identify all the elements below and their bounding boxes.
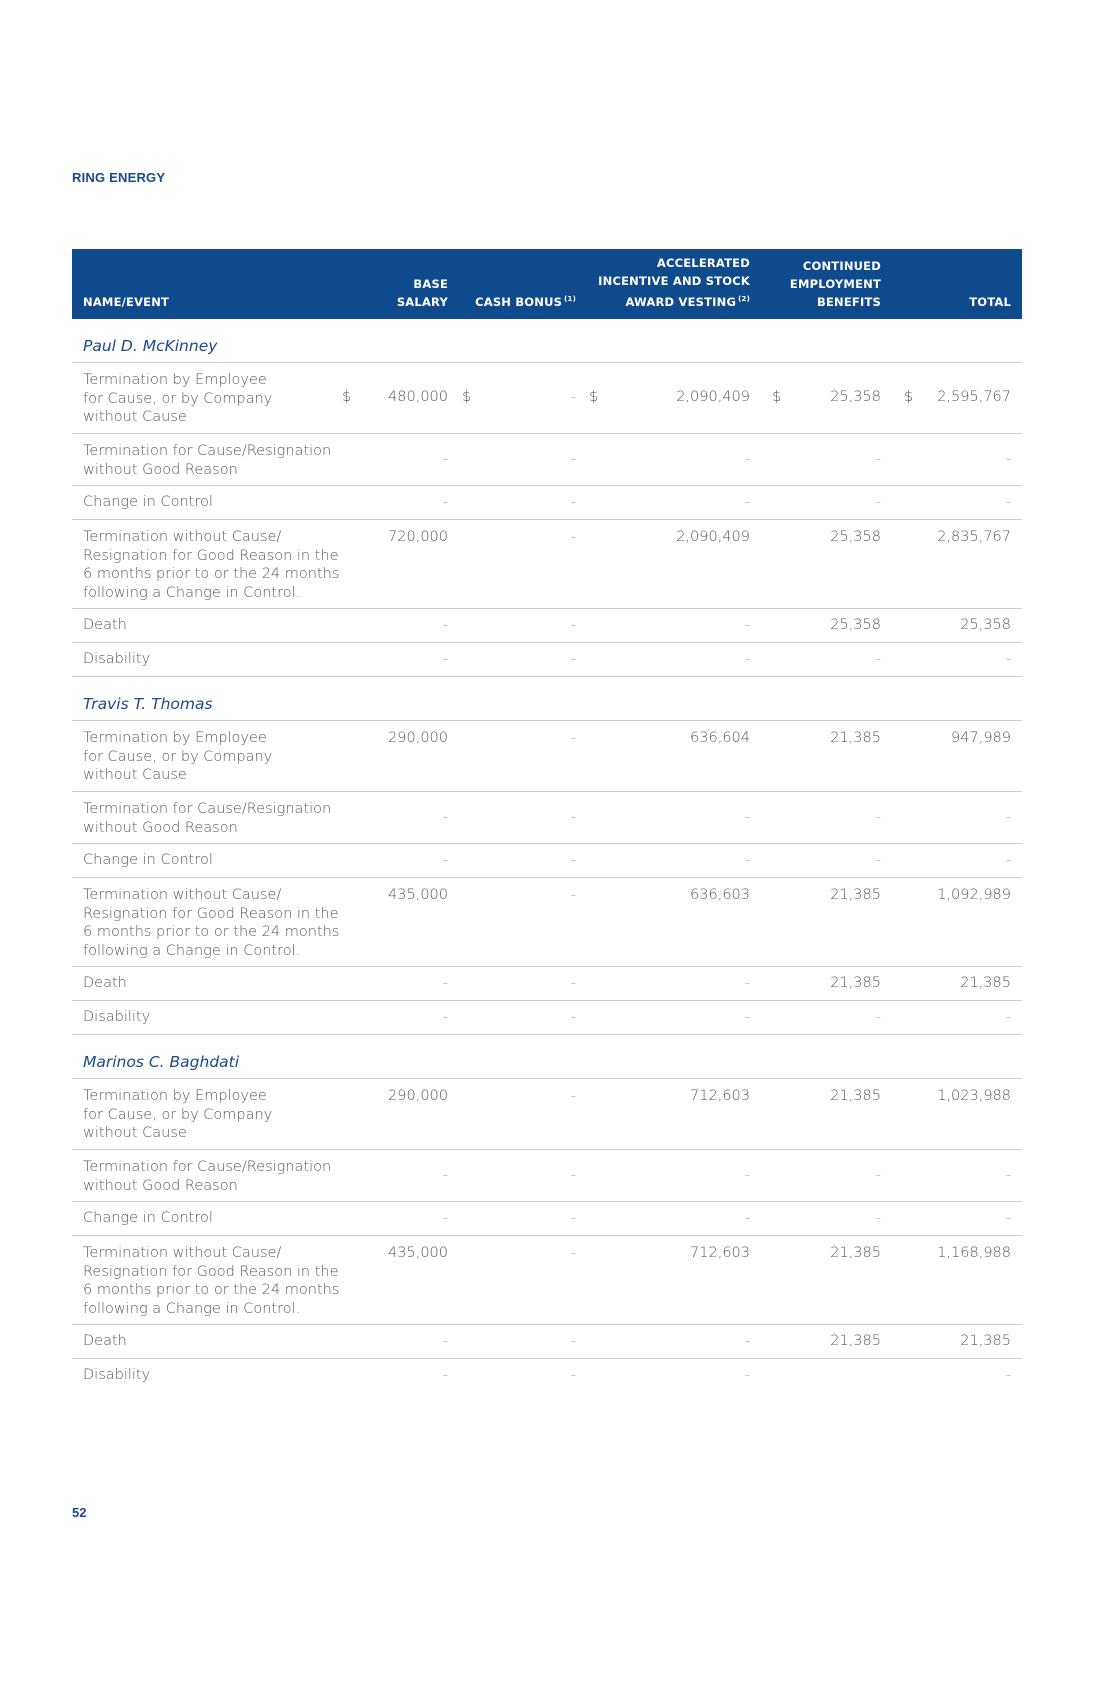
total-cell: 21,385 bbox=[960, 1333, 1011, 1349]
event-label: Death bbox=[83, 617, 127, 633]
total-cell: 1,023,988 bbox=[937, 1088, 1011, 1104]
event-label: Death bbox=[83, 975, 127, 991]
table-row bbox=[72, 520, 1022, 609]
event-label: Termination without Cause/ Resignation for Good Reason in the 6 months prior to or the 24 months following a Change in Control. bbox=[83, 887, 340, 959]
cash-bonus-cell: - bbox=[570, 651, 576, 667]
continued-benefits-cell: 25,358 bbox=[830, 529, 881, 545]
total-cell: - bbox=[1005, 852, 1011, 868]
cash-bonus-cell: - bbox=[570, 1245, 576, 1261]
event-label: Death bbox=[83, 1333, 127, 1349]
event-label: Disability bbox=[83, 1009, 151, 1025]
base-salary-cell: - bbox=[442, 1166, 448, 1183]
cash-bonus-cell: - bbox=[570, 975, 576, 991]
cash-bonus-cell: - bbox=[570, 808, 576, 825]
total-cell: 25,358 bbox=[960, 617, 1011, 633]
page-number: 52 bbox=[72, 1505, 87, 1520]
currency-symbol: $ bbox=[904, 389, 914, 405]
base-salary-cell: - bbox=[442, 975, 448, 991]
event-label: Change in Control bbox=[83, 494, 213, 510]
total-cell: 947,989 bbox=[951, 730, 1011, 746]
table-row bbox=[72, 434, 1022, 486]
person-name: Travis T. Thomas bbox=[83, 695, 213, 713]
base-salary-cell: - bbox=[442, 450, 448, 467]
header-total: TOTAL bbox=[969, 295, 1011, 309]
accelerated-vesting-cell: - bbox=[744, 450, 750, 467]
accelerated-vesting-cell: 2,090,409 bbox=[676, 529, 750, 545]
accelerated-vesting-cell: - bbox=[744, 1210, 750, 1226]
table-row bbox=[72, 1079, 1022, 1150]
total-cell: - bbox=[1005, 1166, 1011, 1183]
table-row bbox=[72, 878, 1022, 967]
base-salary-cell: - bbox=[442, 1210, 448, 1226]
accelerated-vesting-cell: - bbox=[744, 852, 750, 868]
accelerated-vesting-cell: 712,603 bbox=[690, 1088, 750, 1104]
total-cell: 1,168,988 bbox=[937, 1245, 1011, 1261]
continued-benefits-cell: - bbox=[875, 1009, 881, 1025]
table-row bbox=[72, 643, 1022, 677]
accelerated-vesting-cell: - bbox=[744, 494, 750, 510]
total-cell: - bbox=[1005, 1367, 1011, 1383]
total-cell: 21,385 bbox=[960, 975, 1011, 991]
table-body bbox=[72, 319, 1022, 1392]
continued-benefits-cell: 21,385 bbox=[830, 1088, 881, 1104]
continued-benefits-cell: 21,385 bbox=[830, 887, 881, 903]
event-label: Change in Control bbox=[83, 1210, 213, 1226]
table-row bbox=[72, 721, 1022, 792]
continued-benefits-cell: 25,358 bbox=[830, 389, 881, 405]
accelerated-vesting-cell: - bbox=[744, 651, 750, 667]
total-cell: - bbox=[1005, 450, 1011, 467]
person-name: Marinos C. Baghdati bbox=[83, 1053, 240, 1071]
person-header bbox=[72, 1035, 1022, 1079]
continued-benefits-cell: 21,385 bbox=[830, 975, 881, 991]
cash-bonus-cell: - bbox=[570, 887, 576, 903]
base-salary-cell: - bbox=[442, 1009, 448, 1025]
company-name: RING ENERGY bbox=[72, 170, 166, 185]
person-header bbox=[72, 677, 1022, 721]
currency-symbol: $ bbox=[342, 389, 352, 405]
header-continued-benefits: CONTINUED EMPLOYMENT BENEFITS bbox=[789, 259, 881, 309]
continued-benefits-cell: 21,385 bbox=[830, 1333, 881, 1349]
header-name-event: NAME/EVENT bbox=[83, 295, 170, 309]
accelerated-vesting-cell: 636,604 bbox=[690, 730, 750, 746]
cash-bonus-cell: - bbox=[570, 1333, 576, 1349]
accelerated-vesting-cell: 636,603 bbox=[690, 887, 750, 903]
header-accelerated-vesting: ACCELERATED INCENTIVE AND STOCK AWARD VESTING $^{(2)}$ bbox=[598, 256, 750, 309]
base-salary-cell: 435,000 bbox=[388, 887, 448, 903]
table-row bbox=[72, 1359, 1022, 1392]
person-name: Paul D. McKinney bbox=[83, 337, 218, 355]
continued-benefits-cell: - bbox=[875, 1210, 881, 1226]
header-base-salary: BASE SALARY bbox=[396, 277, 448, 309]
severance-table bbox=[72, 249, 1022, 1392]
accelerated-vesting-cell: - bbox=[744, 617, 750, 633]
cash-bonus-cell: - bbox=[570, 1088, 576, 1104]
table-row bbox=[72, 792, 1022, 844]
event-label: Termination for Cause/Resignation without Good Reason bbox=[83, 443, 332, 478]
base-salary-cell: - bbox=[442, 1333, 448, 1349]
cash-bonus-cell: - bbox=[570, 1166, 576, 1183]
person-header bbox=[72, 319, 1022, 363]
base-salary-cell: - bbox=[442, 852, 448, 868]
table-row bbox=[72, 844, 1022, 878]
event-label: Termination without Cause/ Resignation for Good Reason in the 6 months prior to or the 24 months following a Change in Control. bbox=[83, 529, 340, 601]
table-row bbox=[72, 1202, 1022, 1236]
continued-benefits-cell: 25,358 bbox=[830, 617, 881, 633]
total-cell: 2,835,767 bbox=[937, 529, 1011, 545]
base-salary-cell: - bbox=[442, 1367, 448, 1383]
total-cell: 2,595,767 bbox=[937, 389, 1011, 405]
table-row bbox=[72, 967, 1022, 1001]
table-row bbox=[72, 1150, 1022, 1202]
continued-benefits-cell: - bbox=[875, 450, 881, 467]
event-label: Termination by Employee for Cause, or by Company without Cause bbox=[83, 730, 273, 783]
continued-benefits-cell: - bbox=[875, 651, 881, 667]
accelerated-vesting-cell: 712,603 bbox=[690, 1245, 750, 1261]
accelerated-vesting-cell: 2,090,409 bbox=[676, 389, 750, 405]
accelerated-vesting-cell: - bbox=[744, 975, 750, 991]
accelerated-vesting-cell: - bbox=[744, 1333, 750, 1349]
continued-benefits-cell: - bbox=[875, 808, 881, 825]
accelerated-vesting-cell: - bbox=[744, 1166, 750, 1183]
base-salary-cell: - bbox=[442, 494, 448, 510]
cash-bonus-cell: - bbox=[570, 450, 576, 467]
header-cash-bonus: CASH BONUS $^{(1)}$ bbox=[475, 295, 576, 309]
event-label: Termination by Employee for Cause, or by Company without Cause bbox=[83, 1088, 273, 1141]
cash-bonus-cell: - bbox=[570, 529, 576, 545]
table-row bbox=[72, 1325, 1022, 1359]
event-label: Termination without Cause/ Resignation for Good Reason in the 6 months prior to or the 24 months following a Change in Control. bbox=[83, 1245, 340, 1317]
table-row bbox=[72, 486, 1022, 520]
continued-benefits-cell: 21,385 bbox=[830, 730, 881, 746]
base-salary-cell: - bbox=[442, 808, 448, 825]
base-salary-cell: - bbox=[442, 651, 448, 667]
table-row bbox=[72, 609, 1022, 643]
event-label: Termination for Cause/Resignation without Good Reason bbox=[83, 801, 332, 836]
base-salary-cell: 435,000 bbox=[388, 1245, 448, 1261]
total-cell: 1,092,989 bbox=[937, 887, 1011, 903]
accelerated-vesting-cell: - bbox=[744, 808, 750, 825]
continued-benefits-cell: 21,385 bbox=[830, 1245, 881, 1261]
currency-symbol: $ bbox=[772, 389, 782, 405]
total-cell: - bbox=[1005, 1210, 1011, 1226]
accelerated-vesting-cell: - bbox=[744, 1009, 750, 1025]
event-label: Change in Control bbox=[83, 852, 213, 868]
total-cell: - bbox=[1005, 1009, 1011, 1025]
cash-bonus-cell: - bbox=[570, 1009, 576, 1025]
cash-bonus-cell: - bbox=[570, 852, 576, 868]
cash-bonus-cell: - bbox=[570, 1210, 576, 1226]
cash-bonus-cell: - bbox=[570, 1367, 576, 1383]
cash-bonus-cell: - bbox=[570, 494, 576, 510]
base-salary-cell: - bbox=[442, 617, 448, 633]
accelerated-vesting-cell: - bbox=[744, 1367, 750, 1383]
cash-bonus-cell: - bbox=[570, 617, 576, 633]
currency-symbol: $ bbox=[462, 389, 472, 405]
table-row bbox=[72, 1236, 1022, 1325]
continued-benefits-cell: - bbox=[875, 494, 881, 510]
base-salary-cell: 720,000 bbox=[388, 529, 448, 545]
event-label: Termination by Employee for Cause, or by Company without Cause bbox=[83, 372, 273, 425]
table-row bbox=[72, 1001, 1022, 1035]
event-label: Disability bbox=[83, 1367, 151, 1383]
total-cell: - bbox=[1005, 808, 1011, 825]
base-salary-cell: 290,000 bbox=[388, 1088, 448, 1104]
currency-symbol: $ bbox=[589, 389, 599, 405]
event-label: Disability bbox=[83, 651, 151, 667]
table-row bbox=[72, 363, 1022, 434]
cash-bonus-cell: - bbox=[570, 389, 576, 405]
event-label: Termination for Cause/Resignation without Good Reason bbox=[83, 1159, 332, 1194]
table-header bbox=[72, 249, 1022, 319]
continued-benefits-cell: - bbox=[875, 1166, 881, 1183]
continued-benefits-cell: - bbox=[875, 852, 881, 868]
cash-bonus-cell: - bbox=[570, 730, 576, 746]
total-cell: - bbox=[1005, 494, 1011, 510]
base-salary-cell: 290,000 bbox=[388, 730, 448, 746]
base-salary-cell: 480,000 bbox=[388, 389, 448, 405]
total-cell: - bbox=[1005, 651, 1011, 667]
